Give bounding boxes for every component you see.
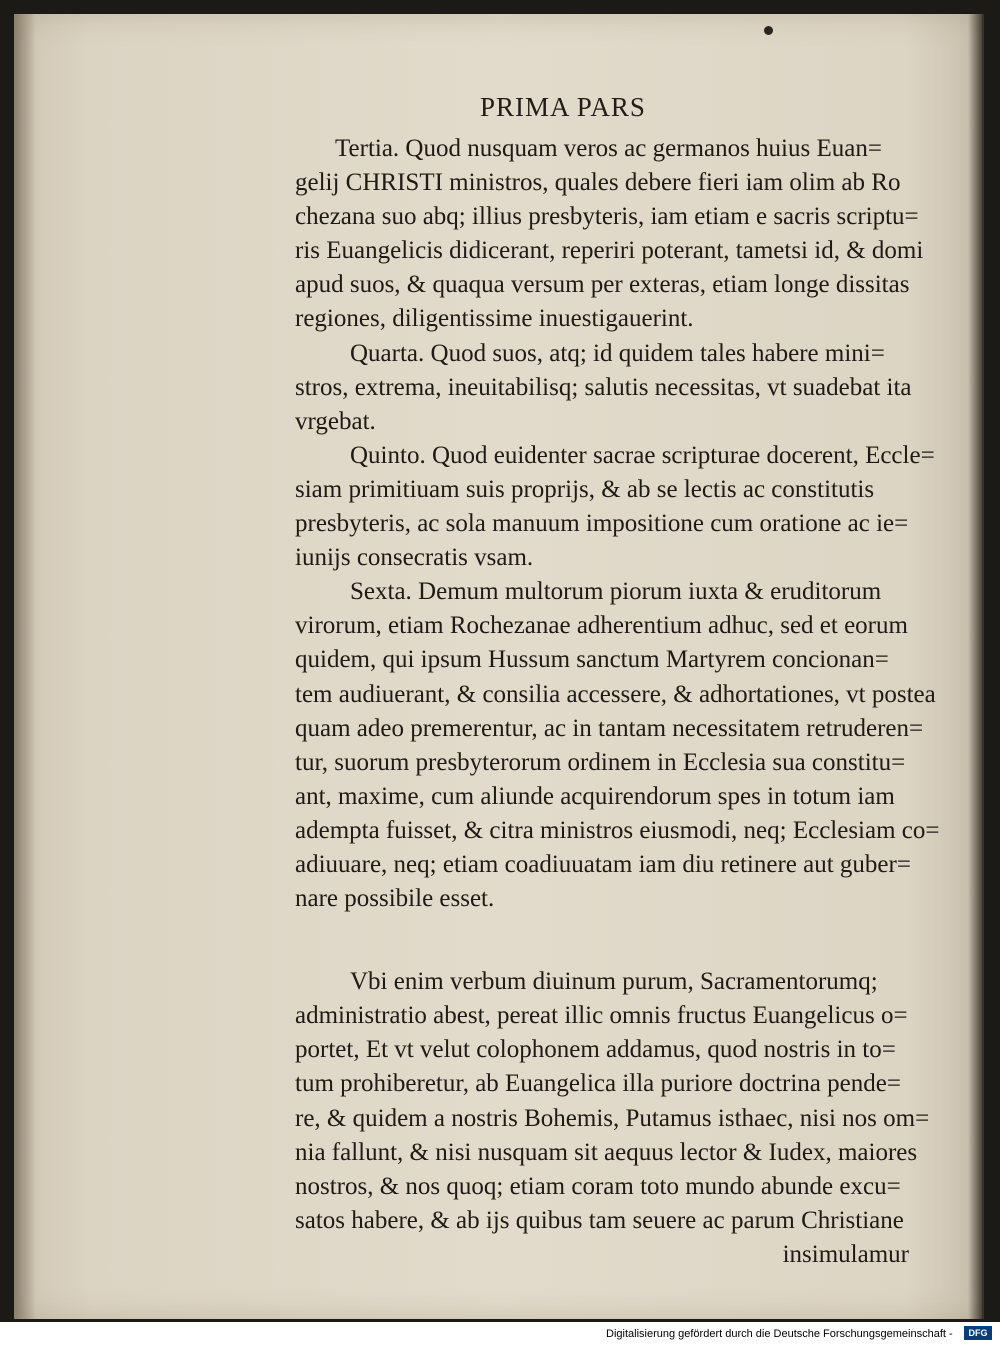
text-line: nare possibile esset. <box>295 885 495 913</box>
text-line: Tertia. Quod nusquam veros ac germanos huius Euan= <box>335 135 882 162</box>
footer-credit: Digitalisierung gefördert durch die Deutsche Forschungsgemeinschaft - <box>606 1328 953 1340</box>
text-line: Sexta. Demum multorum piorum iuxta & eruditorum <box>350 578 882 606</box>
text-line: quam adeo premerentur, ac in tantam necessitatem retruderen= <box>295 714 924 742</box>
page-gutter <box>14 14 36 1319</box>
text-line: stros, extrema, ineuitabilisq; salutis necessitas, vt suadebat ita <box>295 373 912 401</box>
text-line: tem audiuerant, & consilia accessere, & adhortationes, vt postea <box>295 680 936 708</box>
text-line: adempta fuisset, & citra ministros eiusmodi, neq; Ecclesiam co= <box>295 816 940 844</box>
text-line: administratio abest, pereat illic omnis fructus Euangelicus o= <box>295 1002 908 1030</box>
text-line: ant, maxime, cum aliunde acquirendorum spes in totum iam <box>295 782 895 810</box>
text-line: presbyteris, ac sola manuum impositione cum oratione ac ie= <box>295 510 909 538</box>
ink-spot <box>764 26 773 35</box>
text-line: tur, suorum presbyterorum ordinem in Ecclesia sua constitu= <box>295 748 906 776</box>
paragraph-gap <box>295 916 915 965</box>
text-line: Quarta. Quod suos, atq; id quidem tales habere mini= <box>350 339 885 367</box>
text-line: apud suos, & quaqua versum per exteras, etiam longe dissitas <box>295 271 910 299</box>
text-line: regiones, diligentissime inuestigauerint. <box>295 305 694 333</box>
text-line: iunijs consecratis vsam. <box>295 544 534 572</box>
text-line: tum prohiberetur, ab Euangelica illa puriore doctrina pende= <box>295 1070 901 1098</box>
text-line: re, & quidem a nostris Bohemis, Putamus isthaec, nisi nos om= <box>295 1104 930 1132</box>
page-header: PRIMA PARS <box>480 92 646 122</box>
text-line: gelij CHRISTI ministros, quales debere fieri iam olim ab Ro <box>295 169 901 197</box>
text-line: siam primitiuam suis proprijs, & ab se lectis ac constitutis <box>295 475 875 503</box>
text-line: chezana suo abq; illius presbyteris, iam etiam e sacris scriptu= <box>295 203 919 231</box>
text-line: nia fallunt, & nisi nusquam sit aequus lector & Iudex, maiores <box>295 1138 918 1166</box>
text-line: vrgebat. <box>295 407 376 435</box>
text-line: Quinto. Quod euidenter sacrae scripturae docerent, Eccle= <box>350 441 935 469</box>
text-line: adiuuare, neq; etiam coadiuuatam iam diu retinere aut guber= <box>295 850 911 878</box>
text-line: nostros, & nos quoq; etiam coram toto mundo abunde excu= <box>295 1172 901 1200</box>
text-line: portet, Et vt velut colophonem addamus, quod nostris in to= <box>295 1036 896 1064</box>
body-text <box>295 132 940 1272</box>
text-line: quidem, qui ipsum Hussum sanctum Martyrem concionan= <box>295 646 889 674</box>
catchword: insimulamur <box>782 1240 909 1268</box>
dfg-logo: DFG <box>964 1326 992 1340</box>
page-edge <box>968 14 984 1319</box>
text-line: ris Euangelicis didicerant, reperiri poterant, tametsi id, & domi <box>295 237 924 265</box>
text-line: Vbi enim verbum diuinum purum, Sacramentorumq; <box>350 968 878 996</box>
text-line: satos habere, & ab ijs quibus tam seuere ac parum Christiane <box>295 1206 904 1234</box>
text-line: virorum, etiam Rochezanae adherentium adhuc, sed et eorum <box>295 612 908 640</box>
